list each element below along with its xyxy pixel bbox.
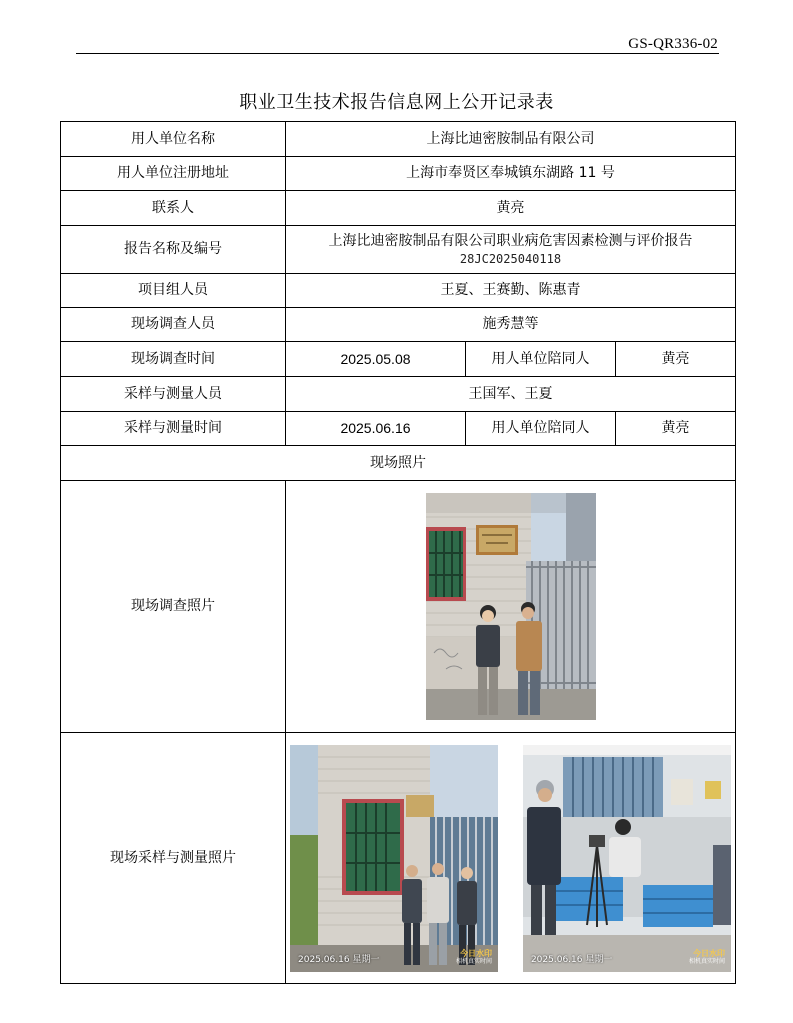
sampling-photo-outdoor-image [290,745,498,972]
report-number: 28JC2025040118 [459,251,562,266]
sampling-photo-indoor-image [523,745,731,972]
label-contact: 联系人 [61,191,286,226]
sampling-photo-outdoor [290,745,498,972]
label-survey-time: 现场调查时间 [61,342,286,377]
sampling-photo-outdoor-watermark [456,950,492,965]
value-report [286,226,736,274]
label-sampling-staff: 采样与测量人员 [61,377,286,412]
document-code: GS-QR336-02 [628,36,718,52]
document-title: 职业卫生技术报告信息网上公开记录表 [239,92,554,113]
row-project-team [61,274,736,308]
label-report: 报告名称及编号 [61,226,286,274]
row-report [61,226,736,274]
value-survey-staff: 施秀慧等 [286,308,736,342]
row-sampling-photos [61,733,736,984]
label-employer-name: 用人单位名称 [61,122,286,157]
survey-photos-cell [286,481,736,733]
value-employer-address: 上海市奉贤区奉城镇东湖路 11 号 [286,157,736,191]
survey-photo [426,493,596,720]
value-survey-companion: 黄亮 [616,342,736,377]
value-contact: 黄亮 [286,191,736,226]
record-table [60,121,736,984]
survey-photo-image [426,493,596,720]
value-sampling-companion: 黄亮 [616,412,736,446]
row-survey-photos [61,481,736,733]
label-employer-address: 用人单位注册地址 [61,157,286,191]
value-survey-date: 2025.05.08 [286,342,466,377]
label-sampling-companion: 用人单位陪同人 [466,412,616,446]
photos-section-title: 现场照片 [61,446,736,481]
label-sampling-photos: 现场采样与测量照片 [61,733,286,984]
sampling-photo-indoor-watermark [689,950,725,965]
label-survey-companion: 用人单位陪同人 [466,342,616,377]
row-employer-address [61,157,736,191]
row-survey-staff [61,308,736,342]
watermark-sub: 相机真实时间 [456,957,493,965]
sampling-photo-indoor-timestamp: 2025.06.16 星期一 [530,954,613,965]
watermark-sub: 相机真实时间 [688,957,725,965]
header-rule [76,53,719,54]
row-survey-time [61,342,736,377]
sampling-photo-outdoor-timestamp: 2025.06.16 星期一 [298,954,380,965]
sampling-photos-cell [286,733,736,984]
watermark-brand: 今日水印 [692,949,725,959]
label-sampling-time: 采样与测量时间 [61,412,286,446]
watermark-brand: 今日水印 [460,949,493,959]
report-name: 上海比迪密胺制品有限公司职业病危害因素检测与评价报告 [328,232,693,249]
sampling-photo-indoor [523,745,731,972]
label-survey-staff: 现场调查人员 [61,308,286,342]
value-employer-name: 上海比迪密胺制品有限公司 [286,122,736,157]
row-contact [61,191,736,226]
row-photos-section [61,446,736,481]
row-sampling-staff [61,377,736,412]
value-sampling-date: 2025.06.16 [286,412,466,446]
value-project-team: 王夏、王赛勤、陈惠青 [286,274,736,308]
value-sampling-staff: 王国军、王夏 [286,377,736,412]
label-survey-photos: 现场调查照片 [61,481,286,733]
row-sampling-time [61,412,736,446]
row-employer-name [61,122,736,157]
label-project-team: 项目组人员 [61,274,286,308]
